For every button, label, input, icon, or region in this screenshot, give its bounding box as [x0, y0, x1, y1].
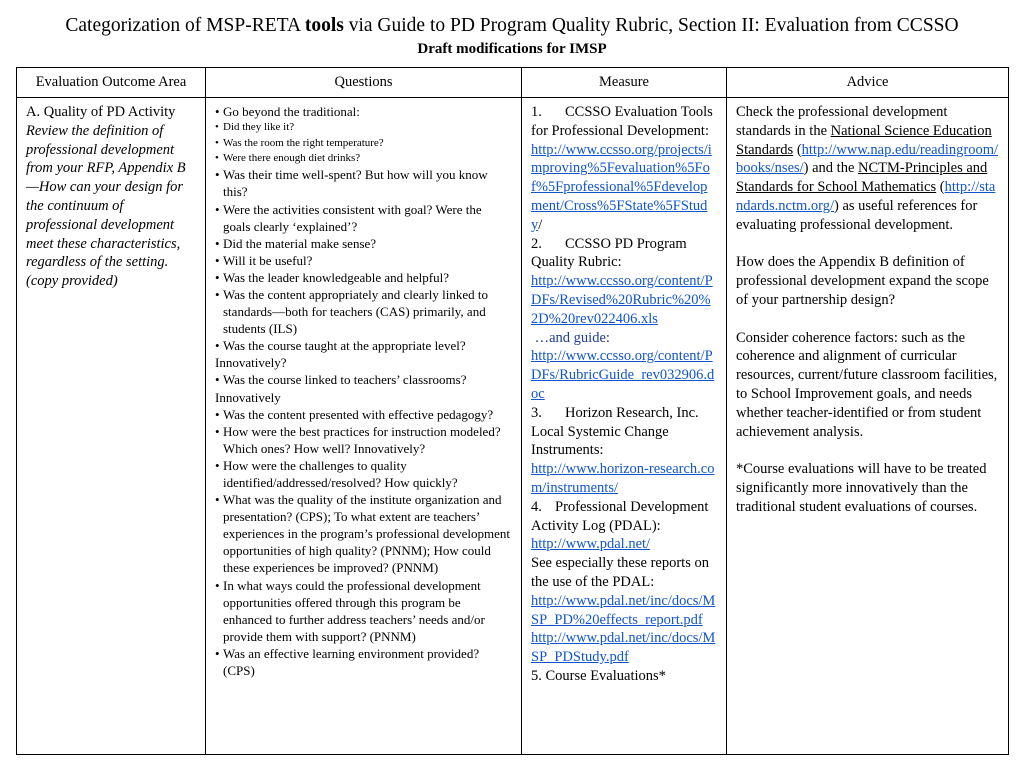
questions-list [215, 103, 512, 679]
ccsso-rubric-guide-link[interactable]: http://www.ccsso.org/content/PDFs/RubricGuide_rev032906.doc [531, 348, 715, 402]
header-evaluation-outcome-area: Evaluation Outcome Area [17, 68, 206, 98]
measure-guide-link-row [531, 347, 717, 403]
measure-item-3-link-row [531, 460, 717, 498]
list-item-continuation: Innovatively [215, 389, 281, 405]
list-item: • What was the quality of the institute organization and presentation? (CPS); To what extent are teachers’ experiences in the program’s professional development opportunities of high quality? (PNNM); How could these experiences be improved? (PNNM) [215, 491, 512, 576]
measure-report-1-row [531, 592, 717, 630]
advice-text: Check the professional development standards in the [736, 104, 948, 139]
list-item: • Were there enough diet drinks? [215, 151, 512, 166]
table-row [17, 98, 1009, 755]
measure-item-text: CCSSO PD Program Quality Rubric: [531, 235, 687, 271]
measure-see-text: See especially these reports on the use of the PDAL: [531, 555, 709, 590]
list-item: • Was the course linked to teachers’ classrooms? [215, 371, 512, 388]
list-item: • Was an effective learning environment provided? (CPS) [215, 645, 512, 679]
header-questions: Questions [206, 68, 522, 98]
title-bold-word: tools [304, 15, 344, 36]
list-item: • Was the leader knowledgeable and helpful? [215, 269, 512, 286]
measure-item-text: Professional Development Activity Log (PDAL): [531, 498, 709, 534]
advice-paragraph-3: Consider coherence factors: such as the coherence and alignment of curricular resources, current/future classroom facilities, to School Improvement goals, and needs whether teacher-identified or from student achievement analysis. [736, 329, 998, 440]
measure-item-4-link-row [531, 535, 717, 554]
ccsso-evaluation-tools-link[interactable]: http://www.ccsso.org/projects/improving%5Fevaluation%5Fof%5Fprofessional%5Fdevelopment/Cross%5FState%5FStudy [531, 141, 712, 233]
measure-item-number: 2. [531, 235, 542, 252]
measure-item-2-link-row [531, 272, 717, 328]
header-measure: Measure [522, 68, 727, 98]
list-item: • Was their time well-spent? But how will you know this? [215, 166, 512, 200]
advice-text: ( [936, 179, 945, 196]
measure-item-1-link-row [531, 141, 717, 235]
advice-paragraph-1 [736, 103, 999, 235]
horizon-research-link[interactable]: http://www.horizon-research.com/instruments/ [531, 461, 715, 496]
measure-item-number: 3. [531, 404, 542, 421]
area-description: Review the definition of professional development from your RFP, Appendix B—How can your design for the continuum of professional development meet these characteristics, regardless of the setting. [26, 122, 186, 271]
list-item: • Will it be useful? [215, 252, 512, 269]
list-item: • Were the activities consistent with goal? Were the goals clearly ‘explained’? [215, 201, 512, 235]
area-cell [17, 98, 206, 755]
document-title [0, 14, 1024, 37]
advice-paragraph-2: How does the Appendix B definition of professional development expand the scope of your partnership design? [736, 254, 989, 308]
advice-text: ) and the [803, 160, 859, 177]
measure-item-5: 5. Course Evaluations* [531, 667, 666, 684]
ccsso-rubric-link[interactable]: http://www.ccsso.org/content/PDFs/Revised%20Rubric%20%2D%20rev022406.xls [531, 273, 713, 327]
measure-item-2 [531, 235, 717, 273]
list-item: • Was the content appropriately and clearly linked to standards—both for teachers (CAS) primarily, and students (ILS) [215, 286, 512, 337]
measure-guide-row [531, 329, 717, 348]
pdal-link[interactable]: http://www.pdal.net/ [531, 536, 651, 553]
table-header-row [17, 68, 1009, 98]
nctm-reference: NCTM-Principles and Standards for School Mathematics [736, 160, 988, 196]
nses-reference: National Science Education Standards [736, 122, 992, 158]
advice-text: ) as useful references for evaluating professional development. [736, 197, 978, 233]
measure-item-text: CCSSO Evaluation Tools for Professional Development: [531, 104, 713, 139]
questions-cell [206, 98, 522, 755]
guide-text: …and guide: [534, 329, 610, 346]
advice-content [736, 103, 999, 517]
measure-cell [522, 98, 727, 755]
measure-item-4 [531, 498, 717, 536]
nses-link[interactable]: http://www.nap.edu/readingroom/books/nses/ [736, 141, 999, 177]
measure-item-number: 4. [531, 498, 542, 515]
slash-text: / [538, 216, 543, 233]
pdal-effects-report-link[interactable]: http://www.pdal.net/inc/docs/MSP_PD%20effects_report.pdf [531, 592, 716, 628]
measure-content [531, 103, 717, 686]
document-subtitle: Draft modifications for IMSP [417, 41, 607, 57]
list-item: • How were the best practices for instruction modeled? Which ones? How well? Innovatively? [215, 423, 512, 457]
list-item: • How were the challenges to quality identified/addressed/resolved? How quickly? [215, 457, 512, 491]
header-advice: Advice [727, 68, 1009, 98]
list-item: • Was the course taught at the appropriate level? [215, 337, 512, 354]
nctm-link[interactable]: http://standards.nctm.org/ [736, 179, 996, 214]
list-item-continuation: Innovatively? [215, 355, 287, 371]
rubric-table [16, 67, 1009, 755]
list-item: • Did they like it? [215, 120, 512, 135]
list-item: • Was the room the right temperature? [215, 136, 512, 151]
advice-text: ( [793, 141, 802, 158]
measure-item-text: Horizon Research, Inc. Local Systemic Change Instruments: [531, 404, 699, 459]
advice-cell [727, 98, 1009, 755]
list-item: • Did the material make sense? [215, 235, 512, 252]
title-suffix: via Guide to PD Program Quality Rubric, Section II: Evaluation from CCSSO [343, 15, 959, 36]
measure-report-2-row [531, 629, 717, 667]
pdal-study-link[interactable]: http://www.pdal.net/inc/docs/MSP_PDStudy.pdf [531, 630, 716, 666]
area-note: (copy provided) [26, 273, 118, 290]
list-item: • Was the content presented with effective pedagogy? [215, 406, 512, 423]
advice-paragraph-4: *Course evaluations will have to be treated significantly more innovatively than the traditional student evaluations of courses. [736, 461, 987, 515]
measure-item-3 [531, 404, 717, 460]
measure-item-1 [531, 103, 717, 141]
measure-item-number: 1. [531, 104, 542, 120]
list-item: • In what ways could the professional development opportunities offered through this program be enhanced to further address teachers’ needs and/or provide them with support? (PNNM) [215, 577, 512, 645]
list-item: • Go beyond the traditional: [215, 103, 512, 120]
area-label: A. Quality of PD Activity [26, 104, 176, 120]
title-prefix: Categorization of MSP-RETA [65, 15, 305, 36]
